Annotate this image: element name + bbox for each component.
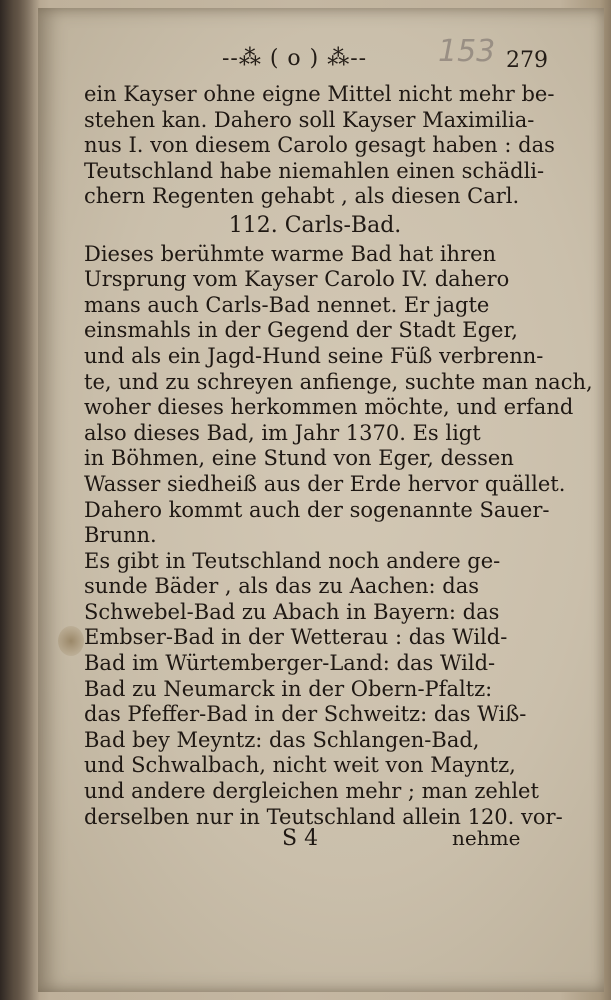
text-line: chern Regenten gehabt , als diesen Carl. [84, 184, 520, 209]
page-number: 279 [506, 48, 548, 73]
text-line: Es gibt in Teutschland noch andere ge- [84, 548, 501, 573]
text-line: derselben nur in Teutschland allein 120. vor- [84, 804, 563, 829]
text-line: Teutschland habe niemahlen einen schädli- [84, 158, 545, 183]
text-line: Bad bey Meyntz: das Schlangen-Bad, [84, 727, 480, 752]
text-line: ein Kayser ohne eigne Mittel nicht mehr be- [84, 82, 555, 106]
text-line: und als ein Jagd-Hund seine Füß verbrenn- [84, 343, 544, 368]
text-line: und andere dergleichen mehr ; man zehlet [84, 779, 539, 804]
catchword: nehme [452, 826, 521, 850]
pencil-annotation: 153 [438, 34, 496, 69]
text-line: Ursprung vom Kayser Carolo IV. dahero [84, 267, 510, 292]
text-line: stehen kan. Dahero soll Kayser Maximilia- [84, 107, 535, 132]
signature-mark: S 4 [282, 826, 319, 851]
text-line: in Böhmen, eine Stund von Eger, dessen [84, 446, 514, 471]
text-line: Schwebel-Bad zu Abach in Bayern: das [84, 599, 500, 624]
text-line: und Schwalbach, nicht weit von Mayntz, [84, 753, 516, 778]
text-line: Bad zu Neumarck in der Obern-Pfaltz: [84, 676, 493, 701]
text-line: einsmahls in der Gegend der Stadt Eger, [84, 318, 518, 343]
text-line: Brunn. [84, 523, 157, 548]
text-line: mans auch Carls-Bad nennet. Er jagte [84, 292, 490, 317]
text-line: sunde Bäder , als das zu Aachen: das [84, 574, 480, 599]
text-line: Dahero kommt auch der sogenannte Sauer- [84, 497, 550, 522]
text-line: Bad im Würtemberger-Land: das Wild- [84, 651, 496, 676]
text-line: te, und zu schreyen anfienge, suchte man nach, [84, 369, 593, 394]
text-line: Wasser siedheiß aus der Erde hervor quället. [84, 471, 566, 496]
text-line: das Pfeffer-Bad in der Schweitz: das Wiß- [84, 702, 527, 727]
text-line: Embser-Bad in der Wetterau : das Wild- [84, 625, 508, 650]
page-text [84, 82, 593, 830]
section-heading: 112. Carls-Bad. [228, 212, 402, 238]
text-line: also dieses Bad, im Jahr 1370. Es ligt [84, 420, 481, 445]
running-header [80, 34, 548, 80]
text-line: Dieses berühmte warme Bad hat ihren [84, 241, 497, 266]
book-gutter [0, 0, 40, 1000]
text-line: nus I. von diesem Carolo gesagt haben : das [84, 133, 555, 158]
paper-stain [58, 626, 84, 656]
text-line: woher dieses herkommen möchte, und erfand [84, 395, 574, 420]
header-ornament: --⁂ ( o ) ⁂-- [222, 46, 368, 71]
